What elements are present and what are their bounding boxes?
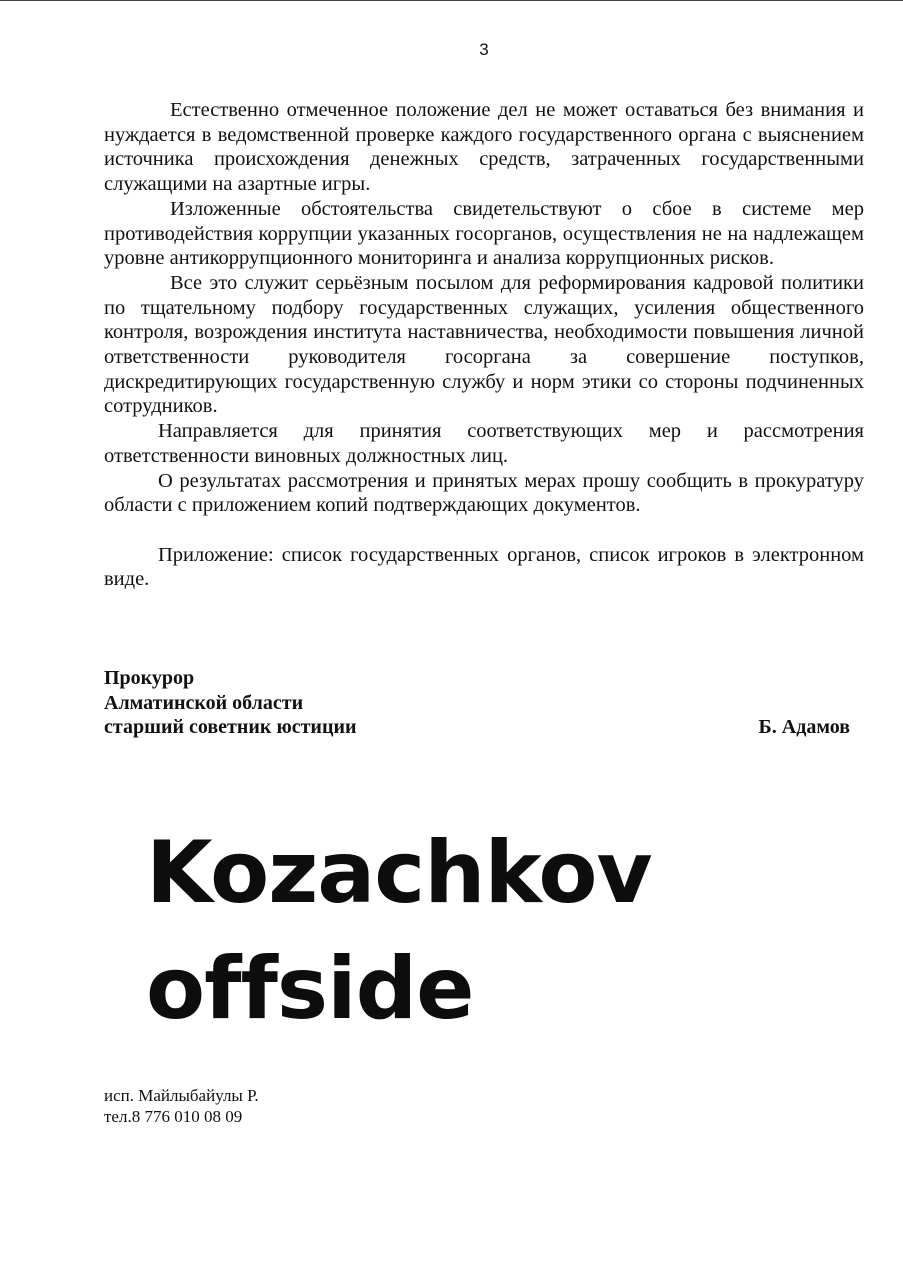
watermark-overlay [146,815,652,1047]
signature-title: Прокурор [104,667,195,689]
paragraph-1: Естественно отмеченное положение дел не может оставаться без внимания и нуждается в ведомственной проверке каждого государственного органа с выяснением источника происхождения денежных средств, затраченных государственными служащими на азартные игры. [104,99,864,196]
paragraph-5: О результатах рассмотрения и принятых мерах прошу сообщить в прокуратуру области с приложением копий подтверждающих документов. [104,469,864,517]
attachment-note: Приложение: список государственных органов, список игроков в электронном виде. [104,543,864,591]
executor-phone: тел.8 776 010 08 09 [104,1107,243,1126]
executor-info [104,1085,259,1127]
paragraph-spacer [104,518,864,543]
paragraph-3: Все это служит серьёзным посылом для реформирования кадровой политики по тщательному подбору государственных служащих, усиления общественного контроля, возрождения института наставничества, необходимости повышения личной ответственности руководителя госоргана за совершение поступков, дискредитирующих государственную службу и норм этики со стороны подчиненных сотрудников. [104,271,864,418]
paragraph-2: Изложенные обстоятельства свидетельствуют о сбое в системе мер противодействия коррупции указанных госорганов, осуществления не на надлежащем уровне антикоррупционного мониторинга и анализа коррупционных рисков. [104,197,864,270]
watermark-line-1: Kozachkov [146,823,652,923]
page-number: 3 [479,40,489,59]
top-border-line [0,0,903,1]
signature-block [104,666,850,740]
signature-rank: старший советник юстиции [104,716,357,738]
paragraph-4: Направляется для принятия соответствующих мер и рассмотрения ответственности виновных должностных лиц. [104,420,864,467]
executor-name: исп. Майлыбайулы Р. [104,1086,259,1105]
signature-name: Б. Адамов [758,716,850,738]
signature-region: Алматинской области [104,691,304,714]
watermark-line-2: offside [146,939,474,1039]
letter-body [104,98,864,592]
